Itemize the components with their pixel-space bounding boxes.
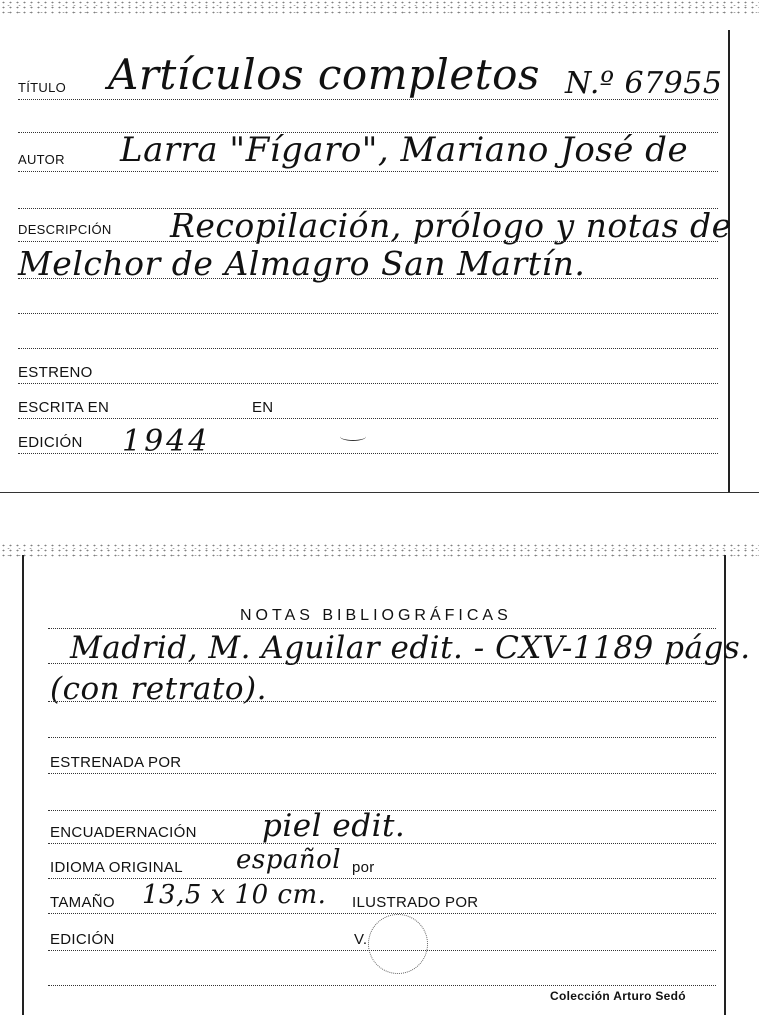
edicion-label: EDICIÓN [18, 434, 83, 451]
titulo-dotted-line [18, 99, 718, 100]
stamp-circle [368, 914, 428, 974]
card-bottom-left-border [22, 555, 24, 1015]
descripcion-label: DESCRIPCIÓN [18, 222, 112, 237]
autor-value: Larra "Fígaro", Mariano José de [120, 130, 689, 170]
titulo-value: Artículos completos [108, 50, 540, 99]
card-top-edge [0, 0, 759, 14]
dotted-line [48, 737, 716, 738]
numero-value: N.º 67955 [565, 66, 723, 101]
title-dotted-line [48, 628, 716, 629]
pencil-mark [340, 432, 366, 441]
escrita-dotted-line [18, 418, 718, 419]
v-label: V. [354, 931, 368, 948]
dotted-line [18, 348, 718, 349]
encuadernacion-dotted-line [48, 843, 716, 844]
descripcion-dotted-line [18, 241, 718, 242]
notas-dotted-line [48, 663, 716, 664]
notas-bibliograficas-title: NOTAS BIBLIOGRÁFICAS [240, 607, 512, 624]
notas-line2: (con retrato). [50, 671, 267, 707]
card-bottom-edge [0, 543, 759, 557]
estrenada-dotted-line [48, 773, 716, 774]
dotted-line [18, 278, 718, 279]
dotted-line [48, 985, 716, 986]
idioma-value: español [236, 845, 342, 875]
autor-dotted-line [18, 171, 718, 172]
estreno-dotted-line [18, 383, 718, 384]
tamano-label: TAMAÑO [50, 894, 115, 911]
card-bottom-right-border [724, 555, 726, 1015]
descripcion-line1: Recopilación, prólogo y notas de [170, 206, 732, 245]
idioma-label: IDIOMA ORIGINAL [50, 859, 183, 876]
card-top-bottom-edge [0, 492, 759, 493]
tamano-dotted-line [48, 913, 716, 914]
estrenada-por-label: ESTRENADA POR [50, 754, 182, 771]
titulo-label: TÍTULO [18, 80, 67, 95]
edicion-value: 1944 [122, 424, 211, 459]
card-top-right-border [728, 30, 730, 492]
estreno-label: ESTRENO [18, 364, 93, 381]
por-label: por [352, 859, 375, 876]
edicion-back-label: EDICIÓN [50, 931, 115, 948]
dotted-line [18, 313, 718, 314]
autor-label: AUTOR [18, 152, 65, 167]
edicion-dotted-line [18, 453, 718, 454]
dotted-line [48, 701, 716, 702]
encuadernacion-label: ENCUADERNACIÓN [50, 824, 197, 841]
descripcion-line2: Melchor de Almagro San Martín. [18, 244, 586, 283]
tamano-value: 13,5 x 10 cm. [142, 880, 327, 910]
edicion-back-dotted-line [48, 950, 716, 951]
notas-line1: Madrid, M. Aguilar edit. - CXV-1189 págs. [70, 630, 751, 666]
en-label: EN [252, 399, 274, 416]
encuadernacion-value: piel edit. [262, 808, 406, 844]
escrita-en-label: ESCRITA EN [18, 399, 110, 416]
idioma-dotted-line [48, 878, 716, 879]
ilustrado-por-label: ILUSTRADO POR [352, 894, 479, 911]
coleccion-footer: Colección Arturo Sedó [550, 989, 686, 1003]
